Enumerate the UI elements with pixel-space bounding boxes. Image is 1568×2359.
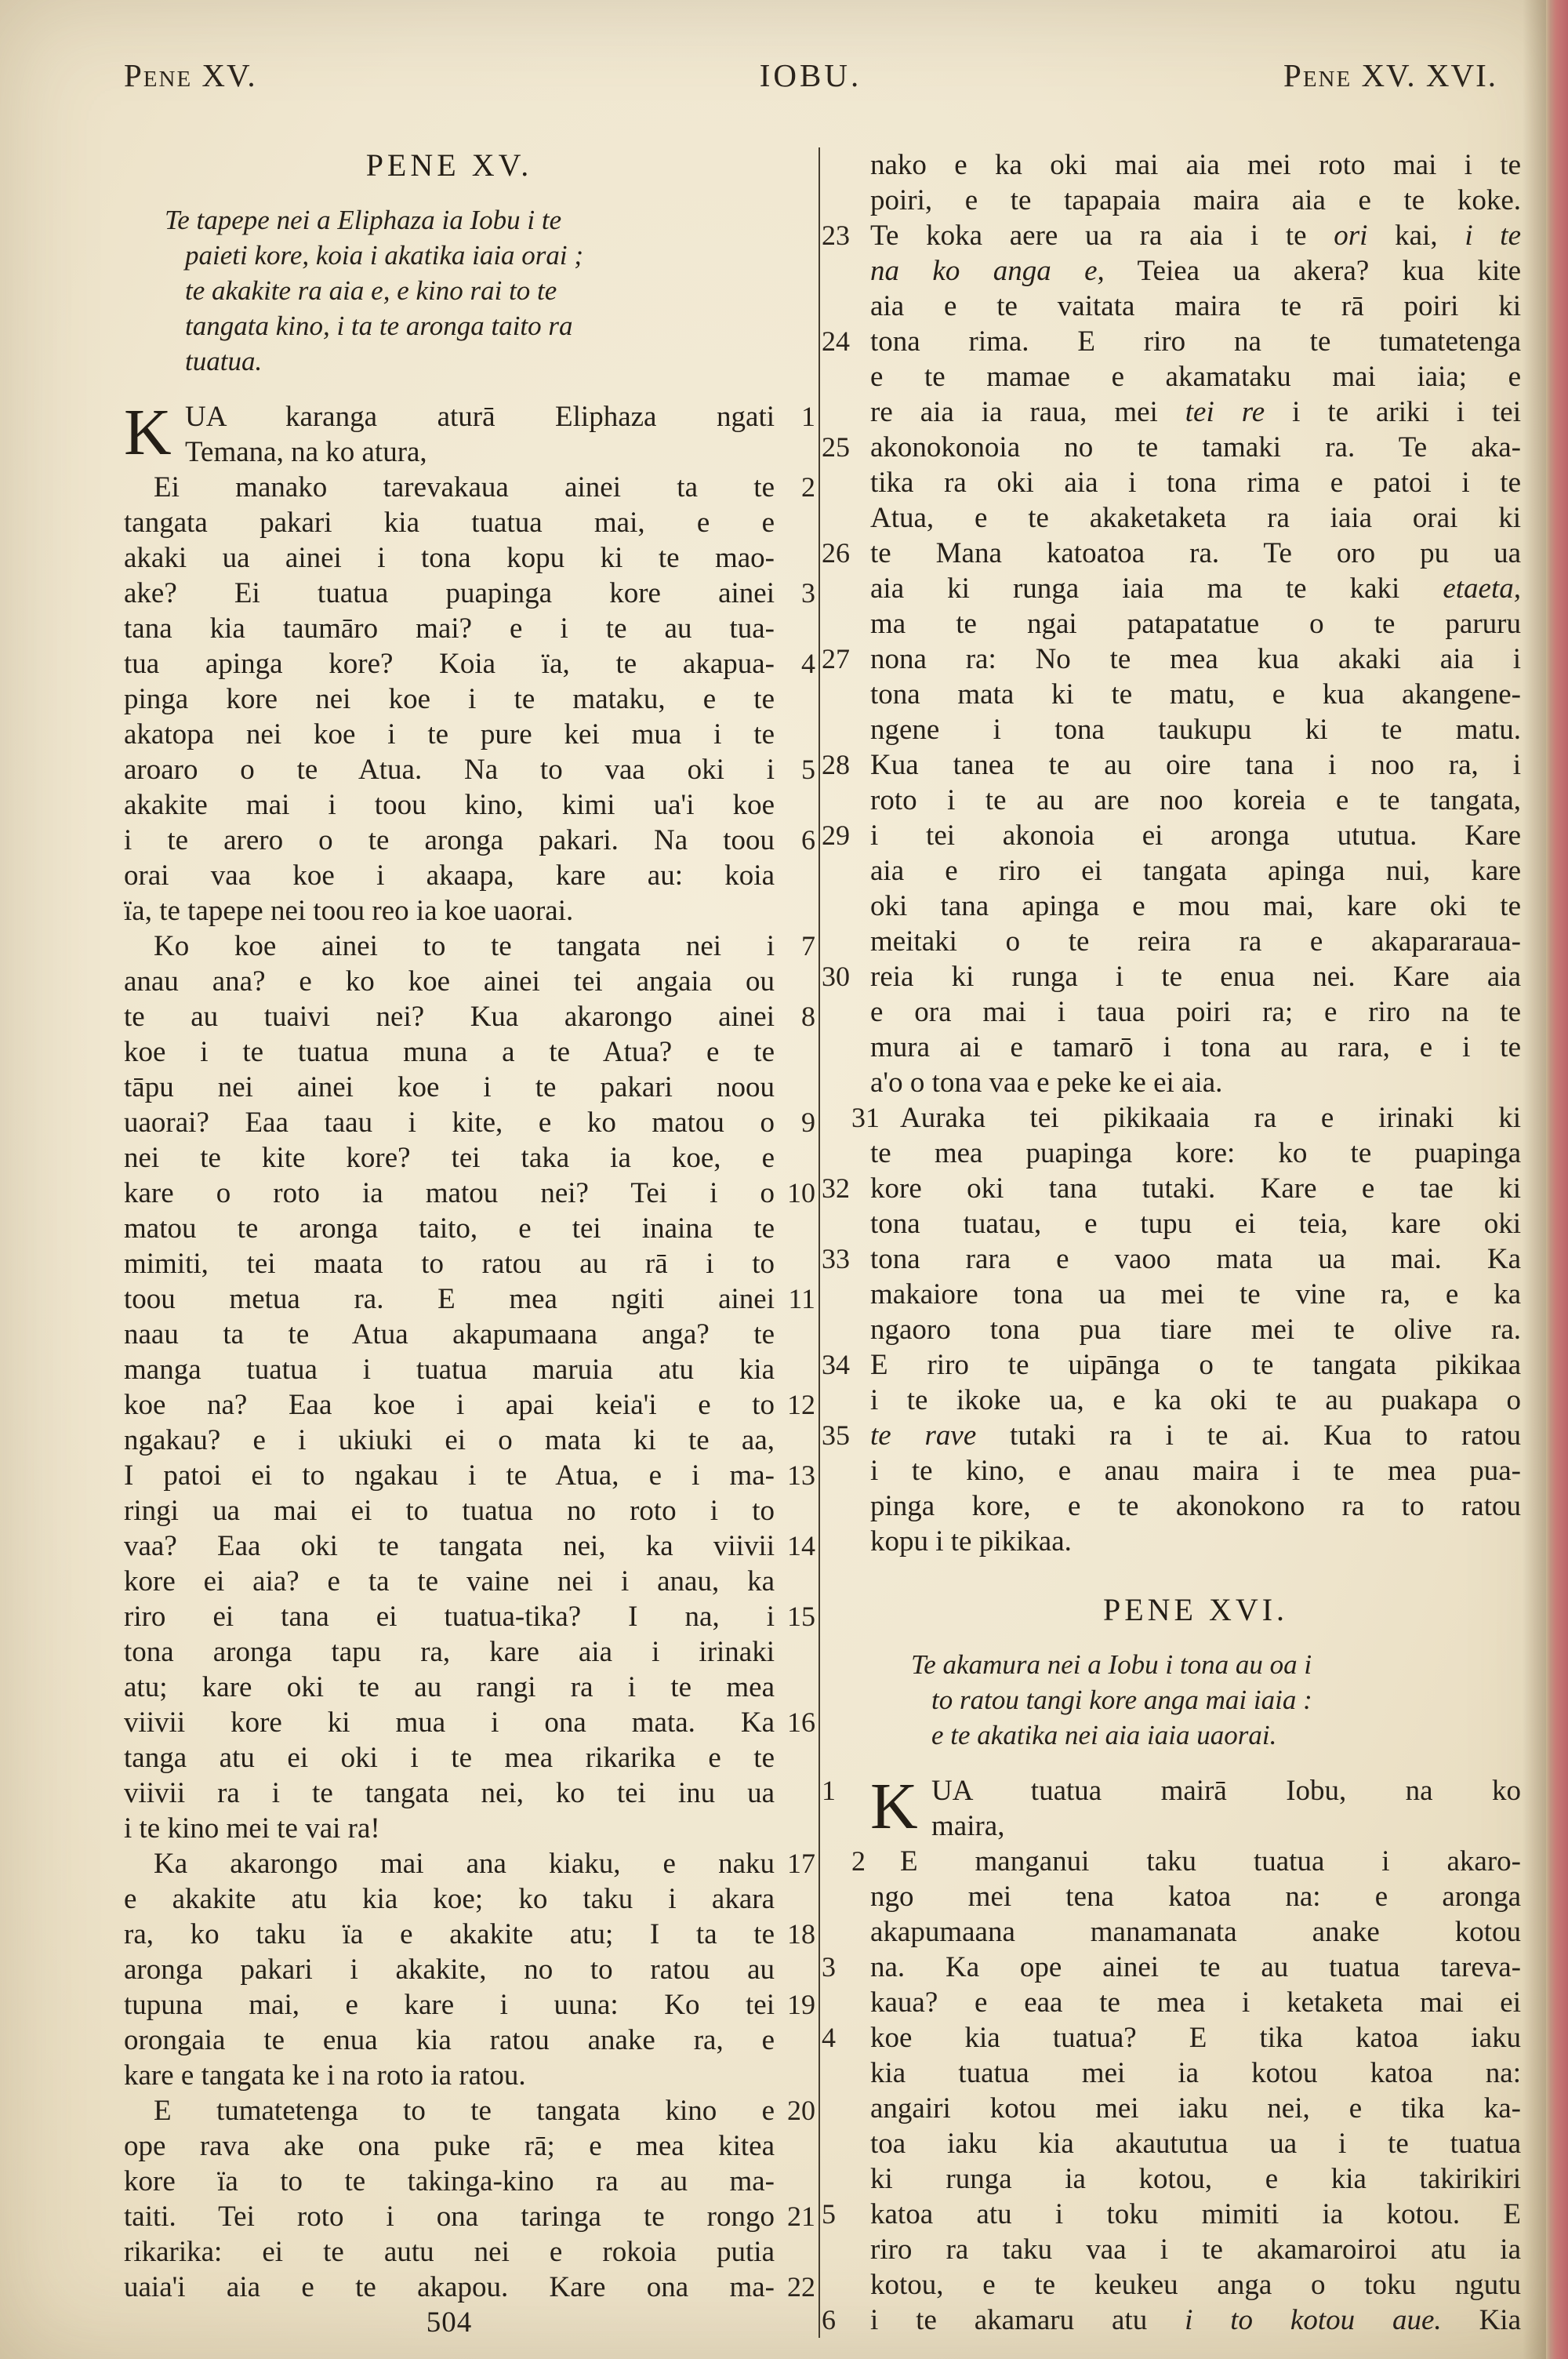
text-line-content: i te kino, e anau maira i te mea pua-	[870, 1455, 1521, 1487]
text-line	[870, 712, 1521, 747]
book-fore-edge	[1546, 0, 1568, 2359]
text-line-content: toou metua ra. E mea ngiti ainei	[124, 1283, 775, 1315]
text-line	[870, 853, 1521, 889]
text-line	[870, 1985, 1521, 2020]
text-line-content: matou te aronga taito, e tei inaina te	[124, 1212, 775, 1245]
chapter-summary	[870, 1647, 1521, 1753]
text-line	[822, 642, 1521, 677]
text-line-content: Atua, e te akaketaketa ra iaia orai ki	[870, 502, 1521, 534]
text-line	[822, 2020, 1521, 2055]
text-columns	[124, 147, 1521, 2338]
text-line-content: te au tuaivi nei? Kua akarongo ainei	[124, 1001, 775, 1033]
verse-number: 8	[801, 1001, 815, 1032]
verse-number: 2	[801, 471, 815, 503]
text-line-content: te mea puapinga kore: ko te puapinga	[870, 1137, 1521, 1169]
text-line	[124, 787, 775, 823]
running-head	[124, 56, 1497, 94]
verse-number: 3	[822, 1951, 836, 1983]
text-line-content: tona mata ki te matu, e kua akangene-	[870, 678, 1521, 711]
verse-number: 5	[822, 2198, 836, 2230]
verse-paragraph	[124, 470, 815, 2305]
verse-number: 6	[822, 2304, 836, 2335]
text-line-content: e te mamae e akamataku mai iaia; e	[870, 361, 1521, 393]
text-line-content: te Mana katoatoa ra. Te oro pu ua	[870, 537, 1521, 569]
text-line-content: koe i te tuatua muna a te Atua? e te	[124, 1036, 775, 1068]
verse-number: 16	[787, 1707, 815, 1738]
text-line-content: riro ra taku vaa i te akamaroiroi atu ia	[870, 2234, 1521, 2266]
text-line-content: meitaki o te reira ra e akapararaua-	[870, 925, 1521, 958]
text-line	[870, 147, 1521, 183]
text-line-content: kore oki tana tutaki. Kare e tae ki	[870, 1172, 1521, 1205]
text-line-content: roto i te au are noo koreia e te tangata,	[870, 784, 1521, 816]
verse-number: 11	[788, 1283, 815, 1314]
text-line	[822, 818, 1521, 853]
summary-line: te akakite ra aia e, e kino rai to te	[185, 275, 557, 306]
summary-line: paieti kore, koia i akatika iaia orai ;	[185, 240, 584, 271]
text-line	[124, 2093, 815, 2128]
text-line-content: tona rara e vaoo mata ua mai. Ka	[870, 1243, 1521, 1275]
text-line-content: koe kia tuatua? E tika katoa iaku	[870, 2022, 1521, 2054]
summary-line: e te akatika nei aia iaia uaorai.	[931, 1720, 1277, 1750]
text-line-content: kopu i te pikikaa.	[870, 1525, 1072, 1558]
text-line	[124, 2270, 815, 2305]
text-line	[124, 540, 775, 576]
text-line	[124, 505, 775, 540]
text-line-content: i te ikoke ua, e ka oki te au puakapa o	[870, 1384, 1521, 1416]
left-column	[124, 147, 815, 2338]
text-line-content: aia e te vaitata maira te rā poiri ki	[870, 290, 1521, 322]
verse-number: 9	[801, 1107, 815, 1138]
verse-number: 35	[822, 1419, 850, 1451]
verse-number: 31	[851, 1102, 880, 1133]
verse-number: 32	[822, 1172, 850, 1204]
text-line-content: Ka akarongo mai ana kiaku, e naku	[154, 1848, 775, 1880]
verse-number: 3	[801, 577, 815, 609]
text-line-content: UA tuatua mairā Iobu, na ko	[931, 1775, 1521, 1807]
text-line-content: tangata pakari kia tuatua mai, e e	[124, 507, 775, 539]
text-line-content: akaki ua ainei i tona kopu ki te mao-	[124, 542, 775, 574]
text-line-content: ki runga ia kotou, e kia takirikiri	[870, 2163, 1521, 2195]
summary-line: Te tapepe nei a Eliphaza ia Iobu i te	[165, 205, 562, 235]
verse-number: 25	[822, 431, 850, 463]
text-line	[124, 1387, 815, 1423]
text-line-content: aroaro o te Atua. Na to vaa oki i	[124, 754, 775, 786]
text-line-content: ra, ko taku ïa e akakite atu; I ta te	[124, 1918, 775, 1950]
text-line	[870, 1453, 1521, 1488]
text-line-content: taiti. Tei roto i ona taringa te rongo	[124, 2201, 775, 2233]
text-line-content: tupuna mai, e kare i uuna: Ko tei	[124, 1989, 775, 2021]
text-line	[822, 218, 1521, 253]
text-line	[870, 183, 1521, 218]
verse-number: 30	[822, 961, 850, 992]
text-line	[124, 1670, 775, 1705]
summary-line: to ratou tangi kore anga mai iaia :	[931, 1685, 1312, 1715]
text-line	[822, 2303, 1521, 2338]
text-line-content: orai vaa koe i akaapa, kare au: koia	[124, 860, 775, 892]
text-line-content: koe na? Eaa koe i apai keia'i e to	[124, 1389, 775, 1421]
verse-number: 23	[822, 220, 850, 251]
text-line-content: E manganui taku tuatua i akaro-	[900, 1845, 1521, 1877]
text-line	[822, 1773, 1521, 1808]
text-line-content: kore ei aia? e ta te vaine nei i anau, ka	[124, 1565, 775, 1598]
verse-paragraph	[822, 147, 1521, 1559]
text-line	[124, 2234, 775, 2270]
text-line-content: na. Ka ope ainei te au tuatua tareva-	[870, 1951, 1521, 1983]
text-line	[124, 1952, 775, 1987]
text-line-content: poiri, e te tapapaia maira aia e te koke.	[870, 184, 1521, 216]
text-line-content: reia ki runga i te enua nei. Kare aia	[870, 961, 1521, 993]
text-line-content: tona tuatau, e tupu ei teia, kare oki	[870, 1208, 1521, 1240]
verse-number: 24	[822, 325, 850, 357]
text-line-content: ma te ngai patapatatue o te paruru	[870, 608, 1521, 640]
text-line-content: ope rava ake ona puke rā; e mea kitea	[124, 2130, 775, 2162]
dropcap-paragraph	[822, 1770, 1521, 1844]
text-line	[822, 1241, 1521, 1277]
running-head-right: Pene XV. XVI.	[1283, 57, 1497, 93]
text-line-content: i tei akonoia ei aronga ututua. Kare	[870, 820, 1521, 852]
text-line	[124, 1176, 815, 1211]
text-line-content: anau ana? e ko koe ainei tei angaia ou	[124, 965, 775, 998]
text-line-content: ngo mei tena katoa na: e aronga	[870, 1881, 1521, 1913]
text-line	[870, 571, 1521, 606]
text-line	[124, 964, 775, 999]
text-line	[124, 1564, 775, 1599]
text-line-content: uaorai? Eaa taau i kite, e ko matou o	[124, 1107, 775, 1139]
verse-number: 18	[787, 1918, 815, 1950]
text-line	[124, 929, 815, 964]
verse-number: 4	[822, 2022, 836, 2053]
text-line-content: aia e riro ei tangata apinga nui, kare	[870, 855, 1521, 887]
text-line-content: I patoi ei to ngakau i te Atua, e i ma-	[124, 1459, 775, 1492]
text-line-content: e ora mai i taua poiri ra; e riro na te	[870, 996, 1521, 1028]
text-line-content: nako e ka oki mai aia mei roto mai i te	[870, 149, 1521, 181]
text-line	[124, 1634, 775, 1670]
text-line-content: nei te kite kore? tei taka ia koe, e	[124, 1142, 775, 1174]
text-line	[124, 1493, 775, 1528]
text-line	[822, 430, 1521, 465]
text-line	[124, 2164, 775, 2199]
text-line-content: toa iaku kia akaututua ua i te tuatua	[870, 2128, 1521, 2160]
text-line-content: Temana, na ko atura,	[185, 436, 427, 468]
text-line	[870, 677, 1521, 712]
text-line	[124, 1140, 775, 1176]
verse-number: 22	[787, 2271, 815, 2303]
verse-number: 28	[822, 749, 850, 780]
verse-number: 29	[822, 820, 850, 851]
text-line-content: angairi kotou mei iaku nei, e tika ka-	[870, 2092, 1521, 2125]
text-line	[124, 893, 775, 929]
text-line-content: ringi ua mai ei to tuatua no roto i to	[124, 1495, 775, 1527]
text-line-content: a'o o tona vaa e peke ke ei aia.	[870, 1067, 1223, 1099]
text-line-content: E riro te uipānga o te tangata pikikaa	[870, 1349, 1521, 1381]
text-line	[870, 359, 1521, 394]
text-line-content: te rave tutaki ra i te ai. Kua to ratou	[870, 1419, 1521, 1452]
text-line	[870, 1065, 1521, 1100]
text-line	[124, 752, 815, 787]
text-line-content: tika ra oki aia i tona rima e patoi i te	[870, 467, 1521, 499]
text-line	[124, 1705, 815, 1740]
verse-number: 2	[851, 1845, 866, 1877]
verse-number: 1	[801, 401, 815, 432]
text-line	[124, 823, 815, 858]
right-column	[822, 147, 1521, 2338]
text-line	[822, 1347, 1521, 1383]
verse-number: 21	[787, 2201, 815, 2232]
text-line	[822, 536, 1521, 571]
text-line	[124, 2128, 775, 2164]
text-line-content: akapumaana manamanata anake kotou	[870, 1916, 1521, 1948]
text-line	[124, 1070, 775, 1105]
text-line	[124, 1034, 775, 1070]
text-line-content: kotou, e te keukeu anga o toku ngutu	[870, 2269, 1521, 2301]
text-line-content: tona rima. E riro na te tumatetenga	[870, 325, 1521, 358]
text-line	[870, 2161, 1521, 2197]
text-line-content: vaa? Eaa oki te tangata nei, ka viivii	[124, 1530, 775, 1562]
verse-number: 15	[787, 1601, 815, 1632]
text-line-content: kare o roto ia matou nei? Tei i o	[124, 1177, 775, 1209]
text-line-content: tona aronga tapu ra, kare aia i irinaki	[124, 1636, 775, 1668]
verse-number: 27	[822, 643, 850, 674]
text-line	[124, 858, 775, 893]
text-line	[870, 2232, 1521, 2267]
text-line-content: ngene i tona taukupu ki te matu.	[870, 714, 1521, 746]
text-line-content: ïa, te tapepe nei toou reo ia koe uaorai.	[124, 895, 574, 927]
text-line	[870, 394, 1521, 430]
text-line-content: akakite mai i toou kino, kimi ua'i koe	[124, 789, 775, 821]
text-line-content: pinga kore nei koe i te mataku, e te	[124, 683, 775, 715]
text-line	[124, 1740, 775, 1776]
text-line-content: kia tuatua mei ia kotou katoa na:	[870, 2057, 1521, 2089]
text-line	[124, 1317, 775, 1352]
verse-number: 1	[822, 1775, 836, 1806]
text-line-content: kore ïa to te takinga-kino ra au ma-	[124, 2165, 775, 2197]
text-line	[870, 465, 1521, 500]
text-line	[124, 1246, 775, 1281]
text-line-content: i te arero o te aronga pakari. Na toou	[124, 824, 775, 856]
verse-number: 26	[822, 537, 850, 569]
text-line	[870, 2055, 1521, 2091]
text-line	[870, 500, 1521, 536]
text-line	[822, 324, 1521, 359]
text-line-content: akatopa nei koe i te pure kei mua i te	[124, 718, 775, 751]
text-line	[124, 2058, 775, 2093]
text-line	[124, 1881, 775, 1917]
verse-number: 34	[822, 1349, 850, 1380]
text-line	[870, 1206, 1521, 1241]
text-line-content: tanga atu ei oki i te mea rikarika e te	[124, 1742, 775, 1774]
text-line-content: ngakau? e i ukiuki ei o mata ki te aa,	[124, 1424, 775, 1456]
text-line	[870, 1383, 1521, 1418]
text-line-content: mura ai e tamarō i tona au rara, e i te	[870, 1031, 1521, 1063]
text-line-content: orongaia te enua kia ratou anake ra, e	[124, 2024, 775, 2056]
text-line	[124, 2199, 815, 2234]
text-line-content: Kua tanea te au oire tana i noo ra, i	[870, 749, 1521, 781]
chapter-heading: PENE XV.	[365, 147, 533, 183]
verse-number: 33	[822, 1243, 850, 1274]
text-line-content: i te kino mei te vai ra!	[124, 1812, 380, 1845]
text-line-content: Te koka aere ua ra aia i te ori kai, i te	[870, 220, 1521, 252]
text-line-content: kaua? e eaa te mea i ketaketa mai ei	[870, 1986, 1521, 2019]
verse-number: 14	[787, 1530, 815, 1561]
text-line	[124, 399, 815, 434]
text-line	[870, 1524, 1521, 1559]
text-line-content: aronga pakari i akakite, no to ratou au	[124, 1954, 775, 1986]
verse-number: 6	[801, 824, 815, 856]
text-line	[822, 1950, 1521, 1985]
text-line	[870, 994, 1521, 1030]
verse-number: 12	[787, 1389, 815, 1420]
verse-number: 19	[787, 1989, 815, 2020]
text-line-content: tana kia taumāro mai? e i te au tua-	[124, 612, 775, 645]
text-line-content: e akakite atu kia koe; ko taku i akara	[124, 1883, 775, 1915]
text-line-content: akonokonoia no te tamaki ra. Te aka-	[870, 431, 1521, 463]
text-line	[870, 783, 1521, 818]
summary-line: Te akamura nei a Iobu i tona au oa i	[911, 1649, 1312, 1680]
text-line	[822, 747, 1521, 783]
text-line	[124, 1917, 815, 1952]
text-line-content: viivii kore ki mua i ona mata. Ka	[124, 1707, 775, 1739]
verse-number: 13	[787, 1459, 815, 1491]
text-line	[124, 576, 815, 611]
text-line	[870, 606, 1521, 642]
text-line	[124, 717, 775, 752]
chapter-summary	[124, 202, 775, 379]
text-line	[870, 1030, 1521, 1065]
chapter-heading: PENE XVI.	[1102, 1592, 1289, 1627]
text-line	[124, 1846, 815, 1881]
text-line	[822, 2197, 1521, 2232]
text-line	[870, 1488, 1521, 1524]
text-line-content: kare e tangata ke i na roto ia ratou.	[124, 2059, 526, 2092]
column-divider	[818, 147, 820, 2338]
text-line	[124, 1281, 815, 1317]
text-line-content: riro ei tana ei tuatua-tika? I na, i	[124, 1601, 775, 1633]
dropcap-paragraph	[124, 396, 815, 470]
text-line	[870, 253, 1521, 289]
text-line	[870, 2126, 1521, 2161]
text-line	[870, 1136, 1521, 1171]
text-line-content: i te akamaru atu i to kotou aue. Kia	[870, 2304, 1521, 2336]
text-line-content: na ko anga e, Teiea ua akera? kua kite	[870, 255, 1521, 287]
text-line-content: viivii ra i te tangata nei, ko tei inu ua	[124, 1777, 775, 1809]
verse-number: 20	[787, 2095, 815, 2126]
text-line	[124, 1352, 775, 1387]
text-line	[124, 434, 775, 470]
text-line-content: manga tuatua i tuatua maruia atu kia	[124, 1354, 775, 1386]
text-line-content: pinga kore, e te akonokono ra to ratou	[870, 1490, 1521, 1522]
text-line-content: oki tana apinga e mou mai, kare oki te	[870, 890, 1521, 922]
text-line-content: re aia ia raua, mei tei re i te ariki i tei	[870, 396, 1521, 428]
text-line-content: nona ra: No te mea kua akaki aia i	[870, 643, 1521, 675]
text-line	[124, 1987, 815, 2023]
text-line-content: tāpu nei ainei koe i te pakari noou	[124, 1071, 775, 1103]
text-line-content: atu; kare oki te au rangi ra i te mea	[124, 1671, 775, 1703]
text-line	[870, 1808, 1521, 1844]
text-line-content: tua apinga kore? Koia ïa, te akapua-	[124, 648, 775, 680]
text-line	[124, 611, 775, 646]
verse-number: 10	[787, 1177, 815, 1209]
verse-paragraph	[822, 1844, 1521, 2338]
verse-number: 7	[801, 930, 815, 961]
text-line	[124, 1599, 815, 1634]
text-line	[124, 1776, 775, 1811]
text-line	[124, 2023, 775, 2058]
text-line	[124, 470, 815, 505]
text-line-content: mimiti, tei maata to ratou au rā i to	[124, 1248, 775, 1280]
running-head-left: Pene XV.	[124, 57, 257, 93]
drop-cap-initial: K	[870, 1770, 918, 1843]
text-line-content: naau ta te Atua akapumaana anga? te	[124, 1318, 775, 1350]
text-line-content: ngaoro tona pua tiare mei te olive ra.	[870, 1314, 1521, 1346]
text-line	[870, 1312, 1521, 1347]
text-line-content: makaiore tona ua mei te vine ra, e ka	[870, 1278, 1521, 1310]
text-line	[124, 682, 775, 717]
text-line	[870, 2091, 1521, 2126]
text-line	[822, 959, 1521, 994]
text-line	[870, 889, 1521, 924]
text-line	[124, 1105, 815, 1140]
summary-line: tangata kino, i ta te aronga taito ra	[185, 311, 573, 341]
text-line-content: rikarika: ei te autu nei e rokoia putia	[124, 2236, 775, 2268]
text-line-content: UA karanga aturā Eliphaza ngati	[185, 401, 775, 433]
text-line-content: maira,	[931, 1810, 1005, 1842]
text-line	[124, 1528, 815, 1564]
text-line-content: katoa atu i toku mimiti ia kotou. E	[870, 2198, 1521, 2230]
text-line	[124, 1211, 775, 1246]
text-line-content: uaia'i aia e te akapou. Kare ona ma-	[124, 2271, 775, 2303]
text-line-content: E tumatetenga to te tangata kino e	[154, 2095, 775, 2127]
text-line	[851, 1100, 1521, 1136]
text-line	[870, 2267, 1521, 2303]
text-line	[870, 289, 1521, 324]
verse-number: 5	[801, 754, 815, 785]
text-line	[870, 1914, 1521, 1950]
verse-number: 4	[801, 648, 815, 679]
running-head-title: IOBU.	[759, 57, 862, 93]
text-line	[851, 1844, 1521, 1879]
text-line	[870, 1277, 1521, 1312]
text-line	[124, 1811, 775, 1846]
verse-number: 17	[787, 1848, 815, 1879]
text-line	[124, 1458, 815, 1493]
drop-cap-initial: K	[124, 396, 172, 469]
text-line-content: Ko koe ainei to te tangata nei i	[154, 930, 775, 962]
text-line-content: Ei manako tarevakaua ainei ta te	[154, 471, 775, 503]
text-line	[124, 646, 815, 682]
text-line	[822, 1418, 1521, 1453]
text-line	[124, 1423, 775, 1458]
text-line	[870, 924, 1521, 959]
text-line-content: aia ki runga iaia ma te kaki etaeta,	[870, 572, 1521, 605]
page-number: 504	[426, 2306, 473, 2339]
summary-line: tuatua.	[185, 346, 263, 376]
text-line	[822, 1171, 1521, 1206]
text-line-content: Auraka tei pikikaaia ra e irinaki ki	[900, 1102, 1521, 1134]
text-line	[870, 1879, 1521, 1914]
text-line-content: ake? Ei tuatua puapinga kore ainei	[124, 577, 775, 609]
text-line	[124, 999, 815, 1034]
